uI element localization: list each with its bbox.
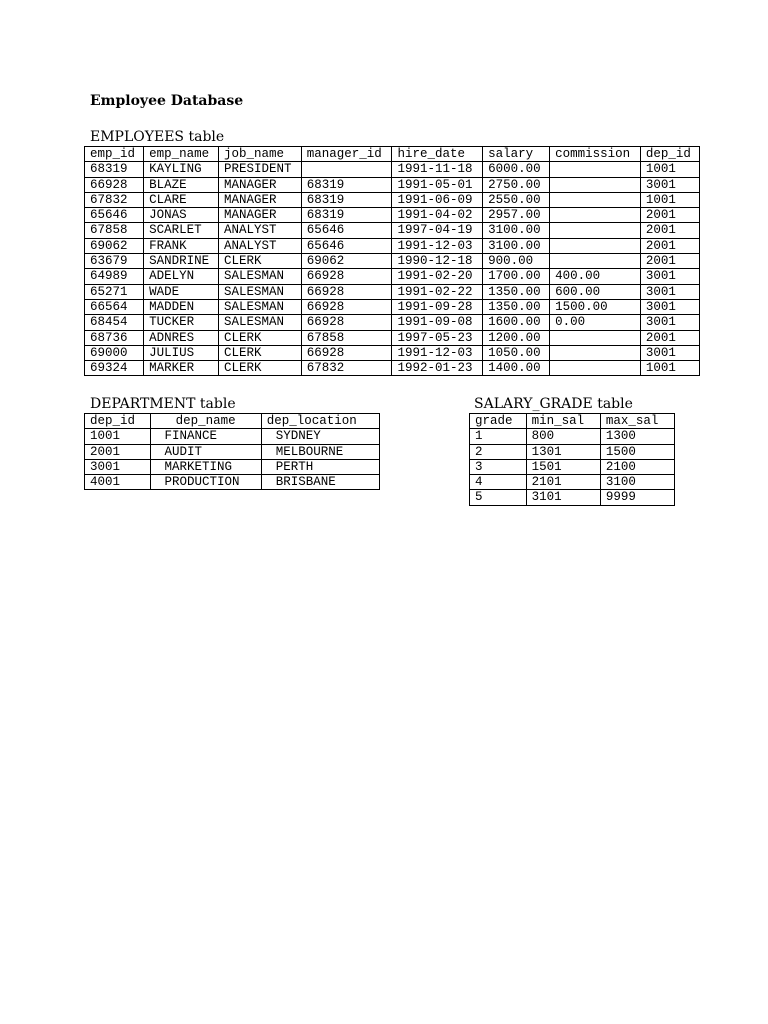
table-cell: 67832 xyxy=(85,192,144,207)
table-cell: SYDNEY xyxy=(261,429,379,444)
column-header-max-sal: max_sal xyxy=(600,414,674,429)
table-cell: 66928 xyxy=(301,299,392,314)
table-row xyxy=(85,238,700,253)
table-cell: 3001 xyxy=(85,459,151,474)
table-cell: SALESMAN xyxy=(218,315,301,330)
table-cell: 2001 xyxy=(640,330,699,345)
table-row xyxy=(85,269,700,284)
table-row xyxy=(85,284,700,299)
salary-grade-header-row xyxy=(470,414,675,429)
table-cell: 3001 xyxy=(640,315,699,330)
table-cell: MARKER xyxy=(144,361,219,376)
table-cell: 69062 xyxy=(301,254,392,269)
table-cell: 1600.00 xyxy=(483,315,550,330)
table-cell: 69062 xyxy=(85,238,144,253)
table-cell: 66928 xyxy=(301,315,392,330)
table-cell: 2550.00 xyxy=(483,192,550,207)
document-title: Employee Database xyxy=(90,93,244,109)
table-cell: 3101 xyxy=(526,490,600,505)
table-row xyxy=(85,223,700,238)
table-row xyxy=(85,444,380,459)
table-cell: 3100 xyxy=(600,475,674,490)
table-cell: PRODUCTION xyxy=(150,475,261,490)
table-cell: 1050.00 xyxy=(483,345,550,360)
table-cell: CLARE xyxy=(144,192,219,207)
table-cell: 2750.00 xyxy=(483,177,550,192)
table-cell: 65646 xyxy=(301,223,392,238)
table-cell: 2100 xyxy=(600,459,674,474)
table-cell: 2001 xyxy=(85,444,151,459)
table-cell: 9999 xyxy=(600,490,674,505)
table-cell: 3001 xyxy=(640,284,699,299)
table-cell: 4 xyxy=(470,475,527,490)
table-cell: SALESMAN xyxy=(218,269,301,284)
table-cell: 1301 xyxy=(526,444,600,459)
table-cell: 1500 xyxy=(600,444,674,459)
table-row xyxy=(470,459,675,474)
column-header-salary: salary xyxy=(483,147,550,162)
table-cell: FINANCE xyxy=(150,429,261,444)
table-cell: 1400.00 xyxy=(483,361,550,376)
table-cell: 64989 xyxy=(85,269,144,284)
table-cell: 1990-12-18 xyxy=(392,254,483,269)
table-cell xyxy=(301,162,392,177)
table-cell: 800 xyxy=(526,429,600,444)
table-cell: MANAGER xyxy=(218,208,301,223)
table-cell: ADELYN xyxy=(144,269,219,284)
table-row xyxy=(85,345,700,360)
table-row xyxy=(85,177,700,192)
table-cell: 1001 xyxy=(640,192,699,207)
table-cell: 69324 xyxy=(85,361,144,376)
table-cell: 1500.00 xyxy=(550,299,641,314)
table-cell: 1991-02-22 xyxy=(392,284,483,299)
table-cell: 2957.00 xyxy=(483,208,550,223)
table-cell: CLERK xyxy=(218,254,301,269)
table-cell: 1700.00 xyxy=(483,269,550,284)
table-cell: 66928 xyxy=(301,269,392,284)
column-header-commission: commission xyxy=(550,147,641,162)
table-cell: ANALYST xyxy=(218,223,301,238)
table-row xyxy=(85,299,700,314)
table-row xyxy=(85,330,700,345)
table-cell: CLERK xyxy=(218,330,301,345)
employees-body xyxy=(85,162,700,376)
table-cell: MARKETING xyxy=(150,459,261,474)
table-row xyxy=(85,475,380,490)
table-cell xyxy=(550,361,641,376)
employees-header-row xyxy=(85,147,700,162)
table-cell: 66928 xyxy=(85,177,144,192)
table-cell: 6000.00 xyxy=(483,162,550,177)
column-header-dep-id: dep_id xyxy=(640,147,699,162)
salary-grade-body xyxy=(470,429,675,505)
table-cell: PERTH xyxy=(261,459,379,474)
table-cell xyxy=(550,238,641,253)
table-cell: CLERK xyxy=(218,345,301,360)
column-header-grade: grade xyxy=(470,414,527,429)
table-cell: 68319 xyxy=(301,208,392,223)
table-row xyxy=(85,361,700,376)
table-cell: 67858 xyxy=(301,330,392,345)
table-cell xyxy=(550,177,641,192)
table-cell: 1997-05-23 xyxy=(392,330,483,345)
table-cell: SALESMAN xyxy=(218,299,301,314)
table-cell xyxy=(550,254,641,269)
table-cell: 68319 xyxy=(85,162,144,177)
table-cell: 65646 xyxy=(301,238,392,253)
table-row xyxy=(85,254,700,269)
column-header-min-sal: min_sal xyxy=(526,414,600,429)
table-cell: BRISBANE xyxy=(261,475,379,490)
table-cell: MADDEN xyxy=(144,299,219,314)
department-caption: DEPARTMENT table xyxy=(90,396,236,412)
column-header-emp-name: emp_name xyxy=(144,147,219,162)
table-cell: 66928 xyxy=(301,284,392,299)
table-cell: 3001 xyxy=(640,345,699,360)
table-cell: 1200.00 xyxy=(483,330,550,345)
table-cell: SANDRINE xyxy=(144,254,219,269)
table-cell: 66564 xyxy=(85,299,144,314)
table-cell: 63679 xyxy=(85,254,144,269)
table-cell: 1991-11-18 xyxy=(392,162,483,177)
table-cell: 1991-09-28 xyxy=(392,299,483,314)
table-cell: SCARLET xyxy=(144,223,219,238)
department-table xyxy=(84,413,380,490)
employees-caption: EMPLOYEES table xyxy=(90,129,225,145)
table-cell: 1300 xyxy=(600,429,674,444)
table-cell: CLERK xyxy=(218,361,301,376)
table-cell: 65646 xyxy=(85,208,144,223)
table-cell: ANALYST xyxy=(218,238,301,253)
table-cell: 67858 xyxy=(85,223,144,238)
table-cell: 600.00 xyxy=(550,284,641,299)
table-row xyxy=(470,429,675,444)
salary-grade-caption: SALARY_GRADE table xyxy=(474,396,633,412)
table-cell: 1991-06-09 xyxy=(392,192,483,207)
column-header-dep-name: dep_name xyxy=(150,414,261,429)
table-cell: AUDIT xyxy=(150,444,261,459)
table-cell: 1350.00 xyxy=(483,284,550,299)
table-cell: 2001 xyxy=(640,208,699,223)
table-cell: JONAS xyxy=(144,208,219,223)
table-cell: 2 xyxy=(470,444,527,459)
table-cell xyxy=(550,208,641,223)
table-cell: 4001 xyxy=(85,475,151,490)
table-cell: 68454 xyxy=(85,315,144,330)
department-body xyxy=(85,429,380,490)
column-header-hire-date: hire_date xyxy=(392,147,483,162)
table-cell: 3 xyxy=(470,459,527,474)
table-cell: 5 xyxy=(470,490,527,505)
table-cell: 1991-02-20 xyxy=(392,269,483,284)
table-cell: 68319 xyxy=(301,177,392,192)
table-cell xyxy=(550,223,641,238)
table-cell: 3100.00 xyxy=(483,223,550,238)
table-row xyxy=(85,315,700,330)
column-header-manager-id: manager_id xyxy=(301,147,392,162)
table-cell: 1501 xyxy=(526,459,600,474)
table-cell: 69000 xyxy=(85,345,144,360)
table-cell: 1991-09-08 xyxy=(392,315,483,330)
column-header-dep-location: dep_location xyxy=(261,414,379,429)
table-cell: 1991-05-01 xyxy=(392,177,483,192)
table-cell: 2101 xyxy=(526,475,600,490)
table-cell: 0.00 xyxy=(550,315,641,330)
employees-table xyxy=(84,146,700,376)
table-cell: 1001 xyxy=(640,361,699,376)
department-header-row xyxy=(85,414,380,429)
table-cell: ADNRES xyxy=(144,330,219,345)
table-row xyxy=(470,490,675,505)
table-cell xyxy=(550,192,641,207)
table-cell: 66928 xyxy=(301,345,392,360)
table-cell xyxy=(550,330,641,345)
table-cell: 1992-01-23 xyxy=(392,361,483,376)
column-header-dep-id: dep_id xyxy=(85,414,151,429)
table-cell: 3001 xyxy=(640,177,699,192)
table-cell: 2001 xyxy=(640,238,699,253)
table-cell: FRANK xyxy=(144,238,219,253)
table-cell: 1001 xyxy=(640,162,699,177)
table-cell: 65271 xyxy=(85,284,144,299)
table-cell: 68736 xyxy=(85,330,144,345)
table-cell: BLAZE xyxy=(144,177,219,192)
table-cell: 1997-04-19 xyxy=(392,223,483,238)
table-cell: MANAGER xyxy=(218,177,301,192)
column-header-job-name: job_name xyxy=(218,147,301,162)
table-cell: 3100.00 xyxy=(483,238,550,253)
table-cell: 1991-12-03 xyxy=(392,238,483,253)
table-row xyxy=(470,444,675,459)
table-cell: MELBOURNE xyxy=(261,444,379,459)
table-cell: PRESIDENT xyxy=(218,162,301,177)
table-cell: SALESMAN xyxy=(218,284,301,299)
table-row xyxy=(85,162,700,177)
table-cell: 400.00 xyxy=(550,269,641,284)
table-cell: 1350.00 xyxy=(483,299,550,314)
table-row xyxy=(470,475,675,490)
table-cell: 1991-04-02 xyxy=(392,208,483,223)
table-cell: 3001 xyxy=(640,299,699,314)
table-cell: 68319 xyxy=(301,192,392,207)
table-cell: JULIUS xyxy=(144,345,219,360)
table-row xyxy=(85,192,700,207)
table-cell: 67832 xyxy=(301,361,392,376)
table-cell: TUCKER xyxy=(144,315,219,330)
table-cell: WADE xyxy=(144,284,219,299)
table-cell: 900.00 xyxy=(483,254,550,269)
table-cell xyxy=(550,345,641,360)
table-row xyxy=(85,429,380,444)
table-cell: MANAGER xyxy=(218,192,301,207)
table-cell: 1 xyxy=(470,429,527,444)
table-cell: 2001 xyxy=(640,254,699,269)
table-cell: 1001 xyxy=(85,429,151,444)
table-cell: 2001 xyxy=(640,223,699,238)
table-cell xyxy=(550,162,641,177)
table-cell: KAYLING xyxy=(144,162,219,177)
table-cell: 3001 xyxy=(640,269,699,284)
salary-grade-table xyxy=(469,413,675,506)
table-row xyxy=(85,459,380,474)
table-cell: 1991-12-03 xyxy=(392,345,483,360)
column-header-emp-id: emp_id xyxy=(85,147,144,162)
table-row xyxy=(85,208,700,223)
